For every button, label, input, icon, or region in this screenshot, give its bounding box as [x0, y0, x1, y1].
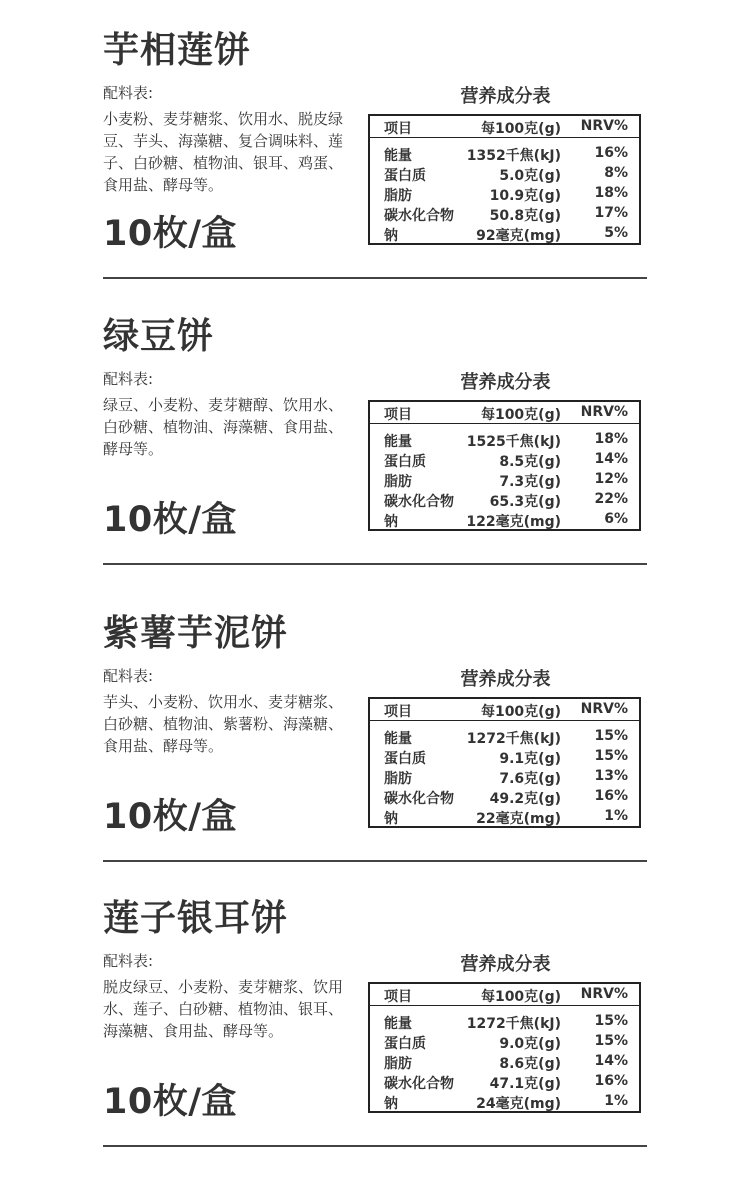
- nutrient-name: 碳水化合物: [384, 791, 454, 807]
- nutrient-amount: 50.8克(g): [489, 208, 561, 224]
- nutrient-nrv: 18%: [594, 185, 628, 201]
- nutrient-name: 钠: [384, 1096, 398, 1112]
- nutrient-name: 蛋白质: [384, 454, 426, 470]
- product-section: [0, 868, 750, 1154]
- nutrient-nrv: 5%: [604, 225, 628, 241]
- header-nrv: NRV%: [580, 986, 628, 1002]
- nutrition-title: 营养成分表: [460, 86, 551, 107]
- nutrition-row: [370, 1051, 639, 1071]
- nutrient-name: 能量: [384, 731, 412, 747]
- nutrient-amount: 92毫克(mg): [476, 228, 561, 244]
- nutrient-name: 能量: [384, 434, 412, 450]
- nutrition-title: 营养成分表: [460, 669, 551, 690]
- nutrient-nrv: 14%: [594, 451, 628, 467]
- nutrition-row: [370, 449, 639, 469]
- nutrient-nrv: 14%: [594, 1053, 628, 1069]
- nutrition-row: [370, 726, 639, 746]
- nutrient-amount: 8.5克(g): [499, 454, 561, 470]
- nutrition-row: [370, 183, 639, 203]
- ingredients-label: 配料表:: [103, 370, 154, 388]
- nutrition-header-row: [370, 699, 639, 721]
- nutrient-name: 蛋白质: [384, 751, 426, 767]
- quantity-label: 10枚/盒: [103, 1082, 237, 1122]
- ingredients-label: 配料表:: [103, 952, 154, 970]
- nutrition-row: [370, 203, 639, 223]
- nutrient-name: 能量: [384, 148, 412, 164]
- nutrient-nrv: 15%: [594, 1013, 628, 1029]
- header-item: 项目: [384, 121, 412, 137]
- ingredients-text: 脱皮绿豆、小麦粉、麦芽糖浆、饮用水、莲子、白砂糖、植物油、银耳、海藻糖、食用盐、酵母等。: [103, 978, 344, 1040]
- nutrient-amount: 47.1克(g): [489, 1076, 561, 1092]
- nutrient-name: 蛋白质: [384, 1036, 426, 1052]
- nutrition-table: [368, 400, 641, 531]
- nutrient-amount: 1525千焦(kJ): [466, 434, 561, 450]
- header-per-100g: 每100克(g): [480, 407, 561, 423]
- product-section: [0, 0, 750, 286]
- quantity-label: 10枚/盒: [103, 797, 237, 837]
- nutrient-nrv: 17%: [594, 205, 628, 221]
- nutrient-name: 脂肪: [384, 188, 412, 204]
- header-nrv: NRV%: [580, 701, 628, 717]
- nutrient-nrv: 22%: [594, 491, 628, 507]
- nutrition-header-row: [370, 402, 639, 424]
- nutrient-amount: 9.0克(g): [499, 1036, 561, 1052]
- nutrition-row: [370, 469, 639, 489]
- nutrient-amount: 24毫克(mg): [476, 1096, 561, 1112]
- nutrition-row: [370, 746, 639, 766]
- section-divider: [103, 860, 647, 862]
- nutrient-amount: 122毫克(mg): [466, 514, 561, 530]
- ingredients-label: 配料表:: [103, 667, 154, 685]
- nutrition-row: [370, 163, 639, 183]
- nutrient-amount: 7.3克(g): [499, 474, 561, 490]
- section-divider: [103, 277, 647, 279]
- product-title: 莲子银耳饼: [103, 898, 289, 939]
- nutrient-nrv: 16%: [594, 1073, 628, 1089]
- header-nrv: NRV%: [580, 404, 628, 420]
- nutrient-name: 钠: [384, 228, 398, 244]
- nutrient-name: 蛋白质: [384, 168, 426, 184]
- nutrient-amount: 8.6克(g): [499, 1056, 561, 1072]
- section-divider: [103, 1145, 647, 1147]
- nutrition-header-row: [370, 984, 639, 1006]
- nutrient-name: 脂肪: [384, 771, 412, 787]
- nutrient-amount: 10.9克(g): [489, 188, 561, 204]
- nutrition-row: [370, 509, 639, 529]
- nutrient-amount: 49.2克(g): [489, 791, 561, 807]
- nutrient-amount: 7.6克(g): [499, 771, 561, 787]
- nutrition-title: 营养成分表: [460, 372, 551, 393]
- nutrient-name: 碳水化合物: [384, 208, 454, 224]
- product-title: 绿豆饼: [103, 316, 215, 357]
- nutrition-row: [370, 766, 639, 786]
- nutrient-nrv: 16%: [594, 145, 628, 161]
- nutrient-amount: 1352千焦(kJ): [466, 148, 561, 164]
- nutrient-name: 脂肪: [384, 474, 412, 490]
- ingredients-label: 配料表:: [103, 84, 154, 102]
- nutrition-row: [370, 223, 639, 243]
- nutrient-nrv: 1%: [604, 808, 628, 824]
- nutrition-row: [370, 489, 639, 509]
- nutrient-amount: 1272千焦(kJ): [466, 1016, 561, 1032]
- nutrient-name: 钠: [384, 514, 398, 530]
- nutrient-name: 钠: [384, 811, 398, 827]
- header-per-100g: 每100克(g): [480, 989, 561, 1005]
- nutrient-name: 碳水化合物: [384, 494, 454, 510]
- quantity-label: 10枚/盒: [103, 500, 237, 540]
- nutrient-nrv: 12%: [594, 471, 628, 487]
- product-section: [0, 286, 750, 572]
- nutrient-nrv: 18%: [594, 431, 628, 447]
- header-per-100g: 每100克(g): [480, 121, 561, 137]
- nutrition-row: [370, 143, 639, 163]
- nutrient-nrv: 6%: [604, 511, 628, 527]
- header-nrv: NRV%: [580, 118, 628, 134]
- section-divider: [103, 563, 647, 565]
- ingredients-text: 小麦粉、麦芽糖浆、饮用水、脱皮绿豆、芋头、海藻糖、复合调味料、莲子、白砂糖、植物油、银耳、鸡蛋、食用盐、酵母等。: [103, 110, 344, 194]
- nutrition-row: [370, 1071, 639, 1091]
- product-title: 芋相莲饼: [103, 30, 252, 71]
- nutrition-table: [368, 982, 641, 1113]
- nutrient-nrv: 16%: [594, 788, 628, 804]
- ingredients-text: 芋头、小麦粉、饮用水、麦芽糖浆、白砂糖、植物油、紫薯粉、海藻糖、食用盐、酵母等。: [103, 693, 344, 755]
- nutrition-row: [370, 786, 639, 806]
- nutrient-amount: 1272千焦(kJ): [466, 731, 561, 747]
- nutrient-nrv: 15%: [594, 1033, 628, 1049]
- nutrient-nrv: 1%: [604, 1093, 628, 1109]
- nutrition-header-row: [370, 116, 639, 138]
- nutrient-amount: 5.0克(g): [499, 168, 561, 184]
- ingredients-text: 绿豆、小麦粉、麦芽糖醇、饮用水、白砂糖、植物油、海藻糖、食用盐、酵母等。: [103, 396, 344, 458]
- nutrition-row: [370, 1011, 639, 1031]
- nutrient-nrv: 13%: [594, 768, 628, 784]
- nutrient-amount: 22毫克(mg): [476, 811, 561, 827]
- nutrition-row: [370, 1031, 639, 1051]
- nutrition-row: [370, 1091, 639, 1111]
- header-item: 项目: [384, 407, 412, 423]
- nutrient-amount: 9.1克(g): [499, 751, 561, 767]
- header-item: 项目: [384, 989, 412, 1005]
- nutrient-nrv: 8%: [604, 165, 628, 181]
- header-per-100g: 每100克(g): [480, 704, 561, 720]
- nutrient-name: 脂肪: [384, 1056, 412, 1072]
- nutrition-title: 营养成分表: [460, 954, 551, 975]
- product-title: 紫薯芋泥饼: [103, 613, 289, 654]
- nutrient-name: 碳水化合物: [384, 1076, 454, 1092]
- nutrient-name: 能量: [384, 1016, 412, 1032]
- product-section: [0, 583, 750, 869]
- quantity-label: 10枚/盒: [103, 214, 237, 254]
- nutrition-row: [370, 429, 639, 449]
- nutrient-nrv: 15%: [594, 728, 628, 744]
- nutrient-nrv: 15%: [594, 748, 628, 764]
- header-item: 项目: [384, 704, 412, 720]
- nutrient-amount: 65.3克(g): [489, 494, 561, 510]
- nutrition-row: [370, 806, 639, 826]
- nutrition-table: [368, 697, 641, 828]
- nutrition-table: [368, 114, 641, 245]
